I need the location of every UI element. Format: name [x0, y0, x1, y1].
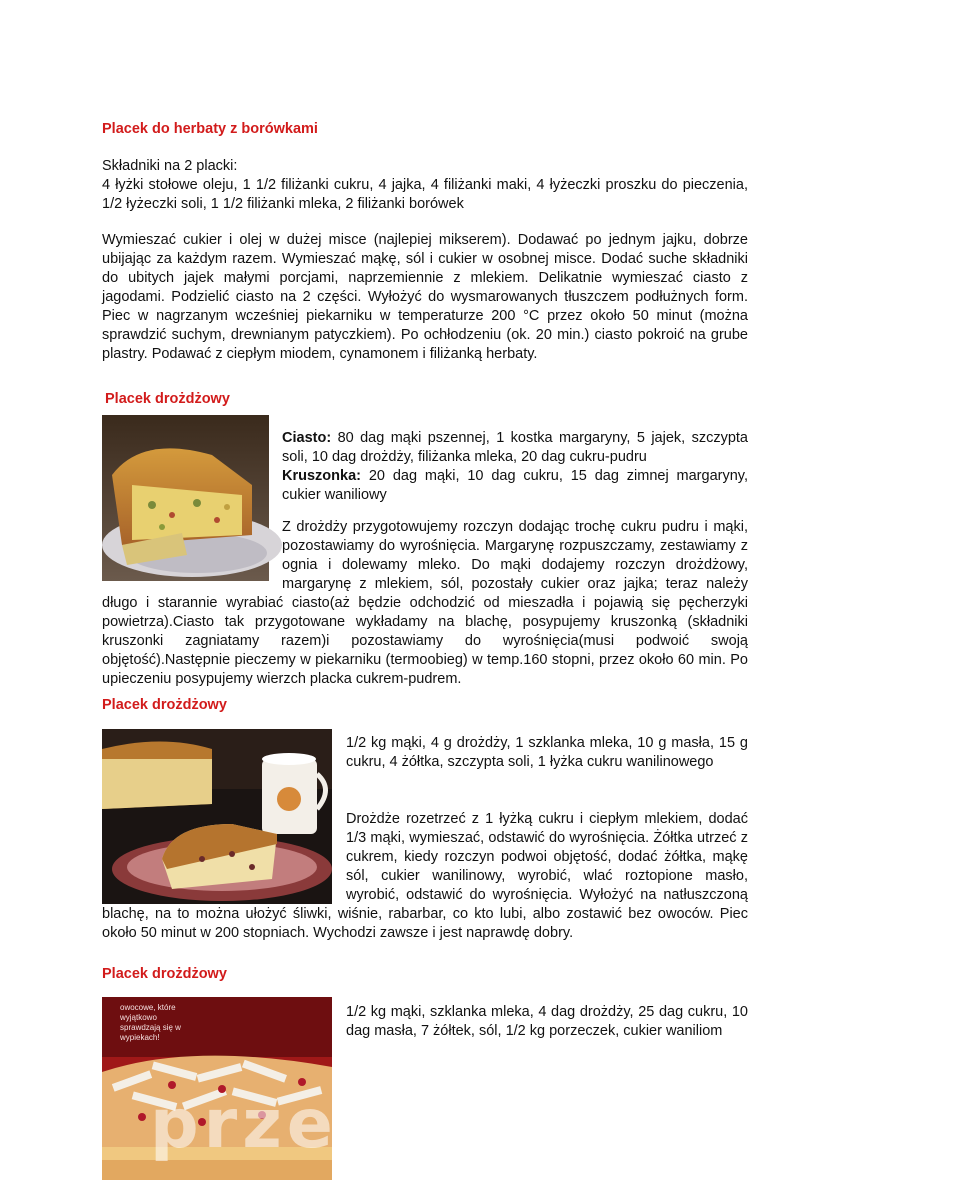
recipe3-method-text: Drożdże rozetrzeć z 1 łyżką cukru i ciepłym mlekiem, dodać 1/3 mąki, wymieszać, odstawić do wyrośnięcia. Żółtka utrzeć z cukrem, kiedy rozczyn podwoi objętość, dodać żółtka, mąkę sól, cukier wanilinowy, wyrobić, wlać roztopione masło, wyrobić, odstawić do wyrośnięcia. Wyłożyć na natłuszczoną blachę, na to można ułożyć śliwki, wiśnie, rabarbar, co kto lubi, albo zostawić bez owoców. Piec około 50 minut w 200 stopniach. Wychodzi zawsze i jest naprawdę dobry.	[102, 811, 748, 941]
recipe4-title: Placek drożdżowy	[102, 966, 227, 982]
ciasto-label: Ciasto:	[282, 430, 332, 446]
recipe2-title: Placek drożdżowy	[105, 391, 230, 407]
recipe3-method-top	[102, 810, 748, 943]
kruszonka-label: Kruszonka:	[282, 468, 361, 484]
recipe2-method-text: Z drożdży przygotowujemy rozczyn dodając trochę cukru pudru i mąki, pozostawiamy do wyrośnięcia. Margarynę rozpuszczamy, zestawiamy z ognia i dolewamy mleko. Do mąki dodajemy rozczyn drożdżowy, margarynę z mlekiem, sól, pozostały cukier oraz jajka; teraz należy długo i starannie wyrabiać ciasto(aż będzie odchodzić od mieszadła i pojawią się pęcherzyki powietrza).Ciasto tak przygotowane wykładamy na blachę, posypujemy kruszonką (składniki kruszonki zagniatamy razem)i pozostawiamy do wyrośnięcia(musi podwoić swoją objętość).Następnie pieczemy w piekarniku (termoobieg) w temp.160 stopni, przez około 60 min. Po upieczeniu posypujemy wierzch placka cukrem-pudrem.	[102, 519, 748, 687]
watermark: przepisydomowe.pl	[150, 1085, 979, 1164]
recipe1-ingredients-heading: Składniki na 2 placki:	[102, 158, 238, 174]
recipe4-photo-caption: owocowe, które wyjątkowo sprawdzają się w wypiekach!	[120, 1003, 181, 1042]
ciasto-text: 80 dag mąki pszennej, 1 kostka margaryny, 5 jajek, szczypta soli, 10 dag drożdży, filiżanka mleka, 20 dag cukru-pudru	[282, 430, 748, 465]
recipe2-method	[102, 518, 748, 689]
recipe1-method: Wymieszać cukier i olej w dużej misce (najlepiej mikserem). Dodawać po jednym jajku, dobrze ubijając za każdym razem. Wymieszać mąkę, sól i cukier w osobnej misce. Dodać suche składniki do ubitych jajek małymi porcjami, naprzemiennie z mlekiem. Delikatnie wymieszać ciasto z jagodami. Podzielić ciasto na 2 części. Wyłożyć do wysmarowanych tłuszczem podłużnych form. Piec w nagrzanym wcześniej piekarniku w temperaturze 200 °C przez około 50 minut (można sprawdzić suchym, drewnianym patyczkiem). Po ochłodzeniu (ok. 20 min.) ciasto pokroić na grube plastry. Podawać z ciepłym miodem, cynamonem i filiżanką herbaty.	[102, 232, 748, 362]
recipe1-ingredients: 4 łyżki stołowe oleju, 1 1/2 filiżanki cukru, 4 jajka, 4 filiżanki maki, 4 łyżeczki proszku do pieczenia, 1/2 łyżeczki soli, 1 1/2 filiżanki mleka, 2 filiżanki borówek	[102, 177, 748, 212]
recipe3-title: Placek drożdżowy	[102, 697, 227, 713]
recipe4-ingredients: 1/2 kg mąki, szklanka mleka, 4 dag drożdży, 25 dag cukru, 10 dag masła, 7 żółtek, sól, 1/2 kg porzeczek, cukier waniliom	[346, 1004, 748, 1039]
recipe2-ingredients	[282, 429, 748, 505]
recipe3-ingredients: 1/2 kg mąki, 4 g drożdży, 1 szklanka mleka, 10 g masła, 15 g cukru, 4 żółtka, szczypta soli, 1 łyżka cukru wanilinowego	[346, 735, 748, 770]
recipe1-title: Placek do herbaty z borówkami	[102, 121, 318, 137]
kruszonka-text: 20 dag mąki, 10 dag cukru, 15 dag zimnej margaryny, cukier waniliowy	[282, 468, 748, 503]
